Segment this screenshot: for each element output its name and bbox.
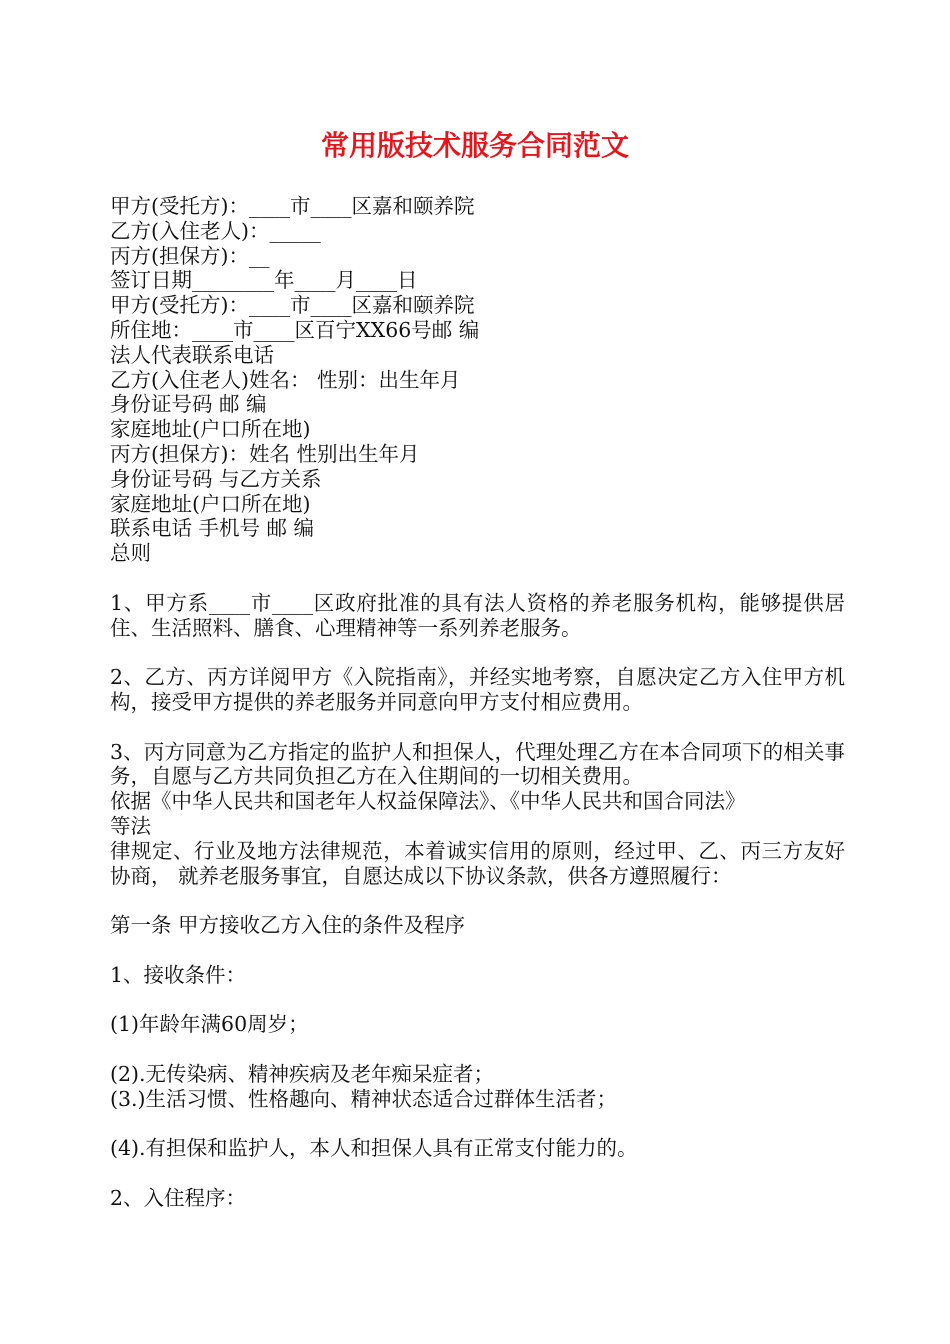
paragraph-gap [110,988,845,1013]
header-line: 家庭地址(户口所在地) [110,491,311,516]
header-line: 法人代表联系电话 [110,342,274,367]
header-line: 签订日期________年____月____日 [110,268,418,293]
procedure-title: 2、入住程序： [110,1185,247,1210]
legal-basis-line-2: 等法 [110,813,151,838]
header-line: 家庭地址(户口所在地) [110,417,311,442]
paragraph-gap [110,1111,845,1136]
header-line: 甲方(受托方)：____市____区嘉和颐养院 [110,194,475,218]
header-line: 乙方(入住老人)姓名： 性别：出生年月 [110,367,461,392]
general-clause-3: 3、丙方同意为乙方指定的监护人和担保人，代理处理乙方在本合同项下的相关事务，自愿与乙方共同负担乙方在入住期间的一切相关费用。 [110,739,845,789]
condition-3: (3.)生活习惯、性格趣向、精神状态适合过群体生活者； [110,1086,618,1111]
paragraph-gap [110,888,845,913]
header-line: 甲方(受托方)：____市____区嘉和颐养院 [110,293,475,318]
general-clause-1: 1、甲方系____市____区政府批准的具有法人资格的养老服务机构，能够提供居住、生活照料、膳食、心理精神等一系列养老服务。 [110,590,845,640]
header-line: 乙方(入住老人)：_____ [110,218,321,243]
general-clause-2: 2、乙方、丙方详阅甲方《入院指南》，并经实地考察，自愿决定乙方入住甲方机构，接受甲方提供的养老服务并同意向甲方支付相应费用。 [110,665,845,714]
paragraph-gap [110,715,845,740]
legal-basis-line-3: 律规定、行业及地方法律规范，本着诚实信用的原则，经过甲、乙、丙三方友好协商， 就养老服务事宜，自愿达成以下协议条款，供各方遵照履行： [110,838,845,888]
paragraph-gap [110,1037,845,1062]
paragraph-gap [110,1161,845,1186]
header-line: 联系电话 手机号 邮 编 [110,516,315,541]
condition-4: (4).有担保和监护人，本人和担保人具有正常支付能力的。 [110,1136,638,1161]
document-title: 常用版技术服务合同范文 [320,129,629,162]
paragraph-gap [110,938,845,963]
legal-basis-line-1: 依据《中华人民共和国老年人权益保障法》、《中华人民共和国合同法》 [110,789,746,814]
paragraph-gap [110,640,845,665]
header-line: 所住地：____市____区百宁XX66号邮 编 [110,317,480,342]
condition-1: (1)年龄年满60周岁； [110,1012,309,1037]
header-line: 身份证号码 邮 编 [110,392,267,417]
conditions-title: 1、接收条件： [110,962,247,987]
condition-2: (2).无传染病、精神疾病及老年痴呆症者； [110,1061,495,1086]
header-line: 丙方(担保方)：__ [110,243,270,268]
document-body [110,194,845,1211]
article-1-title: 第一条 甲方接收乙方入住的条件及程序 [110,913,466,938]
section-heading-general: 总则 [110,541,151,566]
header-line: 身份证号码 与乙方关系 [110,466,322,491]
header-line: 丙方(担保方)：姓名 性别出生年月 [110,441,420,466]
paragraph-gap [110,566,845,591]
